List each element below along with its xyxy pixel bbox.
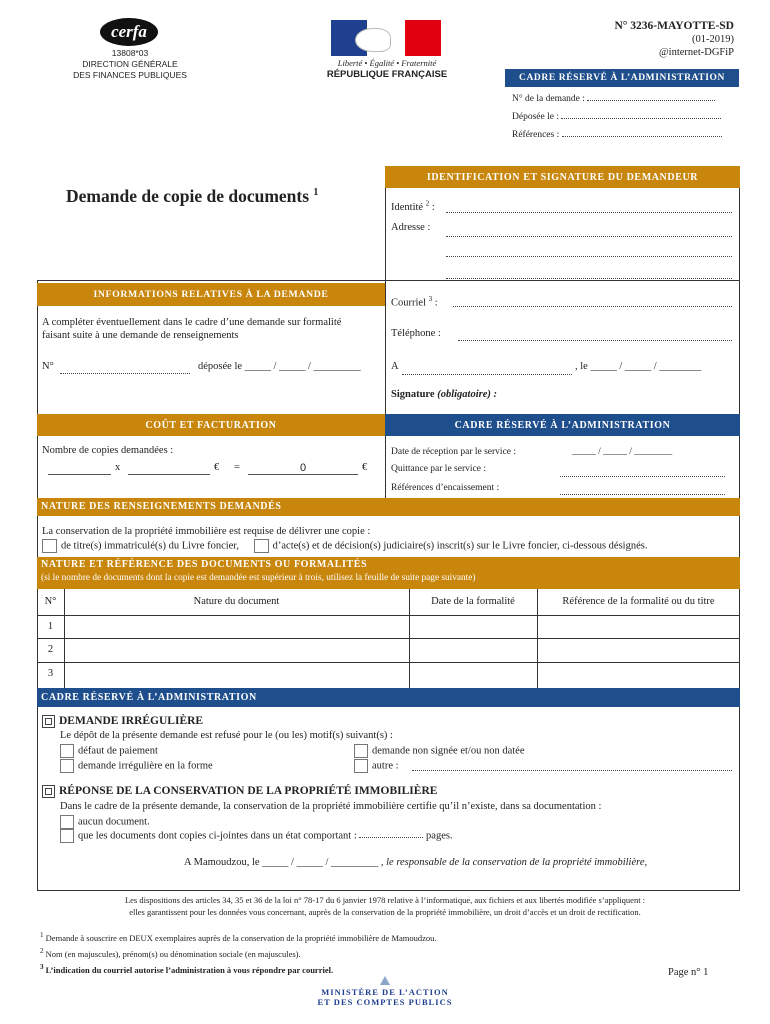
request-number-field[interactable]	[60, 363, 190, 374]
nature-docs-subtitle: (si le nombre de documents dont la copie est demandée est supérieur à trois, utilisez la feuille de suite page suivante)	[41, 573, 476, 583]
nature-docs-title: NATURE ET RÉFÉRENCE DES DOCUMENTS OU FORMALITÉS	[41, 559, 368, 570]
place-label: A	[391, 361, 399, 372]
admin-box-mid-header: CADRE RÉSERVÉ À L’ADMINISTRATION	[385, 414, 740, 436]
cashing-refs-field[interactable]	[560, 494, 725, 495]
reason-form-label: demande irrégulière en la forme	[78, 760, 213, 772]
admin-box-bottom-header: CADRE RÉSERVÉ À L’ADMINISTRATION	[37, 688, 740, 707]
response-title: RÉPONSE DE LA CONSERVATION DE LA PROPRIÉTÉ IMMOBILIÈRE	[42, 785, 437, 798]
demand-number-field[interactable]	[587, 100, 715, 101]
footnote-2: $^2$ Nom (en majuscules), prénom(s) ou dénomination sociale (en majuscules).	[40, 946, 301, 959]
direction-line2: DES FINANCES PUBLIQUES	[73, 70, 187, 80]
address-field-3[interactable]	[446, 268, 732, 279]
option-acts-label: d’acte(s) et de décision(s) judiciaire(s) inscrit(s) sur le Livre foncier, ci-dessous désignés.	[272, 540, 648, 552]
cerfa-logo: cerfa	[100, 18, 158, 46]
unit-price-field[interactable]	[128, 474, 210, 475]
option-titles-checkbox[interactable]	[42, 539, 57, 553]
response-text: Dans le cadre de la présente demande, la conservation de la propriété immobilière certifie qu’il n’existe, dans sa documentation :	[60, 801, 602, 812]
identification-header: IDENTIFICATION ET SIGNATURE DU DEMANDEUR	[385, 166, 740, 188]
ministry-logo	[312, 976, 458, 1007]
form-number: N° 3236-MAYOTTE-SD	[614, 20, 734, 32]
ministry-line-1: MINISTÈRE DE L’ACTION	[321, 987, 449, 997]
col-header-reference: Référence de la formalité ou du titre	[562, 596, 715, 607]
col-header-nature: Nature du document	[193, 596, 280, 607]
row-number-3: 3	[47, 668, 54, 679]
no-document-label: aucun document.	[78, 816, 150, 828]
page-title: Demande de copie de documents $^1$	[66, 186, 319, 206]
footnote-3: $^3$ L’indication du courriel autorise l’administration à vous répondre par courriel.	[40, 962, 334, 975]
row-2-cells[interactable]	[65, 639, 740, 662]
demand-number-label: N° de la demande :	[512, 94, 585, 104]
phone-label: Téléphone :	[391, 328, 441, 339]
footnote-1: $^1$ Demande à souscrire en DEUX exemplaires auprès de la conservation de la propriété immobilière de Mamoudzou.	[40, 931, 437, 943]
documents-table	[37, 589, 740, 688]
col-header-number: N°	[44, 596, 57, 607]
attached-docs-checkbox[interactable]	[60, 829, 74, 843]
copies-count-field[interactable]	[48, 474, 111, 475]
reason-unsigned-checkbox[interactable]	[354, 744, 368, 758]
times-sign: x	[115, 462, 121, 473]
irregular-text: Le dépôt de la présente demande est refusé pour le (ou les) motif(s) suivant(s) :	[60, 730, 393, 741]
request-number-label: N°	[42, 361, 54, 372]
reason-other-field[interactable]	[412, 762, 732, 771]
no-document-checkbox[interactable]	[60, 815, 74, 829]
deposited-field[interactable]	[561, 118, 721, 119]
page-number: Page n° 1	[668, 967, 709, 978]
nature-info-intro: La conservation de la propriété immobilière est requise de délivrer une copie :	[42, 526, 371, 537]
references-field[interactable]	[562, 136, 722, 137]
option-titles-label: de titre(s) immatriculé(s) du Livre foncier,	[61, 540, 240, 552]
signature-date-field[interactable]: _____ / _____ / ________	[590, 361, 702, 372]
option-acts-checkbox[interactable]	[254, 539, 269, 553]
signoff-place: A Mamoudzou, le	[184, 857, 260, 868]
address-field-2[interactable]	[446, 246, 732, 257]
reason-other-checkbox[interactable]	[354, 759, 368, 773]
deposited-label: Déposée le :	[512, 112, 559, 122]
row-number-2: 2	[47, 644, 54, 655]
signature-label: Signature (obligatoire) :	[391, 389, 497, 400]
references-label: Références :	[512, 130, 560, 140]
admin-box-top-header: CADRE RÉSERVÉ À L’ADMINISTRATION	[505, 69, 739, 87]
reason-payment-label: défaut de paiement	[78, 745, 158, 757]
info-request-text-1: A compléter éventuellement dans le cadre d’une demande sur formalité	[42, 317, 342, 328]
ministry-line-2: ET DES COMPTES PUBLICS	[317, 997, 453, 1007]
reason-payment-checkbox[interactable]	[60, 744, 74, 758]
response-checkbox[interactable]	[42, 785, 55, 798]
address-label: Adresse :	[391, 222, 431, 233]
signoff-date-field[interactable]: _____ / _____ / _________	[262, 857, 379, 868]
copies-label: Nombre de copies demandées :	[42, 445, 174, 456]
reception-date-field[interactable]: _____ / _____ / ________	[572, 447, 673, 457]
row-number-1: 1	[47, 621, 54, 632]
form-date: (01-2019)	[692, 34, 734, 45]
email-label: Courriel $^3$ :	[391, 295, 438, 309]
row-3-cells[interactable]	[65, 663, 740, 688]
phone-field[interactable]	[458, 330, 732, 341]
identity-field[interactable]	[446, 202, 732, 213]
attached-docs-label: que les documents dont copies ci-jointes dans un état comportant :	[78, 830, 357, 842]
signoff-role: , le responsable de la conservation de la propriété immobilière,	[380, 857, 648, 868]
cost-header: COÛT ET FACTURATION	[37, 414, 385, 436]
request-date-label: déposée le _____ / _____ / _________	[198, 361, 361, 372]
reception-date-label: Date de réception par le service :	[391, 447, 517, 457]
marianne-logo	[331, 20, 441, 56]
legal-line-1: Les dispositions des articles 34, 35 et 36 de la loi n° 78-17 du 6 janvier 1978 relative à l’informatique, aux fichiers et aux libertés modifiée s’appliquent :	[124, 895, 646, 905]
info-request-header: INFORMATIONS RELATIVES À LA DEMANDE	[37, 283, 385, 306]
reason-other-label: autre :	[372, 760, 399, 772]
republique-francaise: RÉPUBLIQUE FRANÇAISE	[326, 69, 448, 80]
info-request-text-2: faisant suite à une demande de renseignements	[42, 329, 239, 341]
email-field[interactable]	[453, 296, 732, 307]
form-source: @internet-DGFiP	[659, 47, 734, 58]
total-field[interactable]: 0	[248, 462, 358, 475]
nature-docs-header	[37, 557, 740, 589]
euro-sign-2: €	[362, 462, 368, 473]
row-1-cells[interactable]	[65, 616, 740, 638]
pages-count-field[interactable]	[359, 837, 423, 838]
euro-sign-1: €	[214, 462, 220, 473]
reason-form-checkbox[interactable]	[60, 759, 74, 773]
identity-label: Identité $^2$ :	[391, 199, 435, 213]
receipt-field[interactable]	[560, 476, 725, 477]
receipt-label: Quittance par le service :	[391, 464, 486, 474]
place-field[interactable]	[402, 364, 572, 375]
nature-info-header: NATURE DES RENSEIGNEMENTS DEMANDÉS	[37, 498, 740, 516]
col-header-date: Date de la formalité	[431, 596, 515, 607]
reason-unsigned-label: demande non signée et/ou non datée	[372, 745, 525, 757]
legal-line-2: elles garantissent pour les données vous concernant, auprès de la conservation de la propriété immobilière, un droit d’accès et un droit de rectification.	[129, 907, 641, 917]
irregular-checkbox[interactable]	[42, 715, 55, 728]
equals-sign: =	[234, 462, 240, 473]
direction-line1: DIRECTION GÉNÉRALE	[82, 59, 178, 69]
address-field-1[interactable]	[446, 226, 732, 237]
irregular-title: DEMANDE IRRÉGULIÈRE	[42, 715, 203, 728]
request-date-field[interactable]: _____ / _____ / _________	[244, 361, 361, 372]
date-label: , le _____ / _____ / ________	[575, 361, 702, 372]
cerfa-number: 13808*03	[111, 48, 149, 58]
marianne-motto: Liberté • Égalité • Fraternité	[337, 58, 437, 68]
cashing-refs-label: Références d’encaissement :	[391, 483, 500, 493]
pages-label: pages.	[426, 830, 453, 842]
